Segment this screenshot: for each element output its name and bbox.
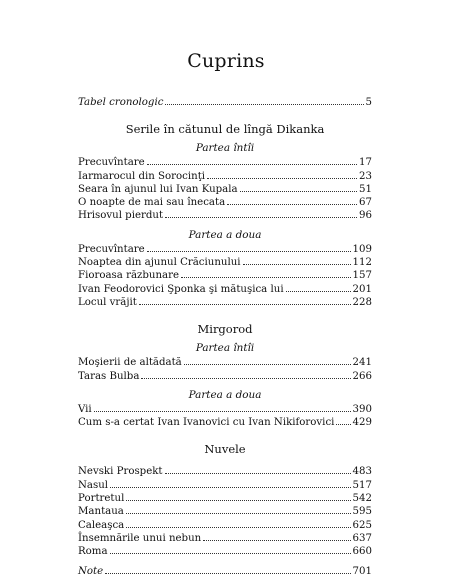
toc-entry[interactable] xyxy=(78,283,372,296)
toc-entry[interactable] xyxy=(78,492,372,505)
toc-entry[interactable] xyxy=(78,269,372,282)
toc-entry-label: Noaptea din ajunul Crăciunului xyxy=(78,257,241,269)
toc-entry[interactable] xyxy=(78,356,372,369)
toc-entry-notes[interactable] xyxy=(78,565,372,578)
toc-entry-chronology[interactable] xyxy=(78,96,372,109)
toc-entry-page: 483 xyxy=(352,466,372,478)
toc-entry-label: Seara în ajunul lui Ivan Kupala xyxy=(78,183,238,195)
toc-entry-label: Însemnările unui nebun xyxy=(78,532,202,544)
dot-leader xyxy=(110,480,351,488)
dot-leader xyxy=(94,404,351,412)
toc-entry-page: 51 xyxy=(359,183,372,195)
dot-leader xyxy=(165,466,351,474)
dot-leader xyxy=(243,257,351,265)
toc-entry-label: Moşierii de altădată xyxy=(78,357,182,369)
toc-entry-page: 542 xyxy=(352,493,372,505)
toc-entry-label: Note xyxy=(78,565,104,577)
toc-entry-page: 109 xyxy=(352,243,372,255)
toc-entry[interactable] xyxy=(78,403,372,416)
toc-entry-label: Portretul xyxy=(78,493,125,505)
toc-entry-label: Iarmarocul din Sorocinţi xyxy=(78,170,206,182)
toc-entry[interactable] xyxy=(78,156,372,169)
toc-entry[interactable] xyxy=(78,465,372,478)
table-of-contents xyxy=(78,96,372,578)
dot-leader xyxy=(165,210,357,218)
dot-leader xyxy=(227,197,357,205)
toc-entry[interactable] xyxy=(78,505,372,518)
toc-entry[interactable] xyxy=(78,196,372,209)
toc-entry-page: 23 xyxy=(359,170,372,182)
toc-entry-page: 390 xyxy=(352,403,372,415)
dot-leader xyxy=(126,506,351,514)
toc-entry[interactable] xyxy=(78,296,372,309)
toc-entry-label: Fioroasa răzbunare xyxy=(78,270,180,282)
toc-entry-label: O noapte de mai sau înecata xyxy=(78,197,226,209)
dot-leader xyxy=(126,520,350,528)
toc-entry-page: 17 xyxy=(359,157,372,169)
toc-entry-label: Taras Bulba xyxy=(78,370,140,382)
toc-entry-page: 201 xyxy=(352,283,372,295)
dot-leader xyxy=(147,157,357,165)
toc-entry[interactable] xyxy=(78,183,372,196)
dot-leader xyxy=(141,371,350,379)
toc-entry-label: Precuvîntare xyxy=(78,243,145,255)
dot-leader xyxy=(105,566,350,574)
toc-entry-label: Mantaua xyxy=(78,506,124,518)
part-title: Partea a doua xyxy=(188,388,262,401)
toc-entry-page: 157 xyxy=(352,270,372,282)
toc-entry[interactable] xyxy=(78,256,372,269)
toc-entry-page: 429 xyxy=(352,417,372,429)
toc-entry-label: Tabel cronologic xyxy=(78,97,164,108)
toc-entry-page: 625 xyxy=(352,519,372,531)
toc-entry-label: Caleaşca xyxy=(78,519,125,531)
toc-entry-label: Ivan Feodorovici Şponka şi mătuşica lui xyxy=(78,283,284,295)
dot-leader xyxy=(139,297,351,305)
section-title: Serile în cătunul de lîngă Dikanka xyxy=(125,122,325,137)
dot-leader xyxy=(181,270,351,278)
toc-entry-label: Hrisovul pierdut xyxy=(78,210,164,222)
toc-entry[interactable] xyxy=(78,243,372,256)
toc-entry-page: 660 xyxy=(352,546,372,558)
toc-entry-page: 112 xyxy=(352,257,372,269)
part-title: Partea întîi xyxy=(195,342,255,355)
toc-entry-label: Nevski Prospekt xyxy=(78,466,163,478)
toc-entry-label: Nasul xyxy=(78,479,109,491)
dot-leader xyxy=(240,184,357,192)
toc-entry-label: Vii xyxy=(78,403,92,415)
dot-leader xyxy=(147,244,351,252)
toc-entry-label: Precuvîntare xyxy=(78,157,145,169)
dot-leader xyxy=(203,533,350,541)
dot-leader xyxy=(126,493,350,501)
toc-entry[interactable] xyxy=(78,519,372,532)
toc-entry-page: 241 xyxy=(352,357,372,369)
part-title: Partea a doua xyxy=(188,228,262,241)
toc-entry-page: 595 xyxy=(352,506,372,518)
toc-entry[interactable] xyxy=(78,416,372,429)
toc-entry[interactable] xyxy=(78,479,372,492)
dot-leader xyxy=(165,97,363,105)
dot-leader xyxy=(207,171,357,179)
dot-leader xyxy=(184,357,351,365)
dot-leader xyxy=(286,284,351,292)
toc-entry-page: 637 xyxy=(352,532,372,544)
toc-entry-page: 266 xyxy=(352,370,372,382)
toc-entry-label: Roma xyxy=(78,546,108,558)
page-title: Cuprins xyxy=(187,50,265,72)
toc-entry[interactable] xyxy=(78,209,372,222)
toc-entry-page: 5 xyxy=(365,97,372,108)
toc-entry-page: 228 xyxy=(352,296,372,308)
toc-entry-page: 96 xyxy=(359,210,372,222)
toc-entry-page: 517 xyxy=(352,479,372,491)
toc-entry[interactable] xyxy=(78,370,372,383)
toc-entry[interactable] xyxy=(78,170,372,183)
toc-entry-page: 67 xyxy=(359,197,372,209)
toc-entry[interactable] xyxy=(78,532,372,545)
dot-leader xyxy=(336,417,350,425)
part-title: Partea întîi xyxy=(195,142,255,155)
dot-leader xyxy=(110,546,351,554)
toc-entry[interactable] xyxy=(78,545,372,558)
section-title: Mirgorod xyxy=(197,322,253,337)
section-title: Nuvele xyxy=(204,442,246,457)
toc-entry-label: Locul vrăjit xyxy=(78,296,137,308)
toc-entry-label: Cum s-a certat Ivan Ivanovici cu Ivan Nikiforovici xyxy=(78,417,335,429)
toc-entry-page: 701 xyxy=(352,565,372,577)
